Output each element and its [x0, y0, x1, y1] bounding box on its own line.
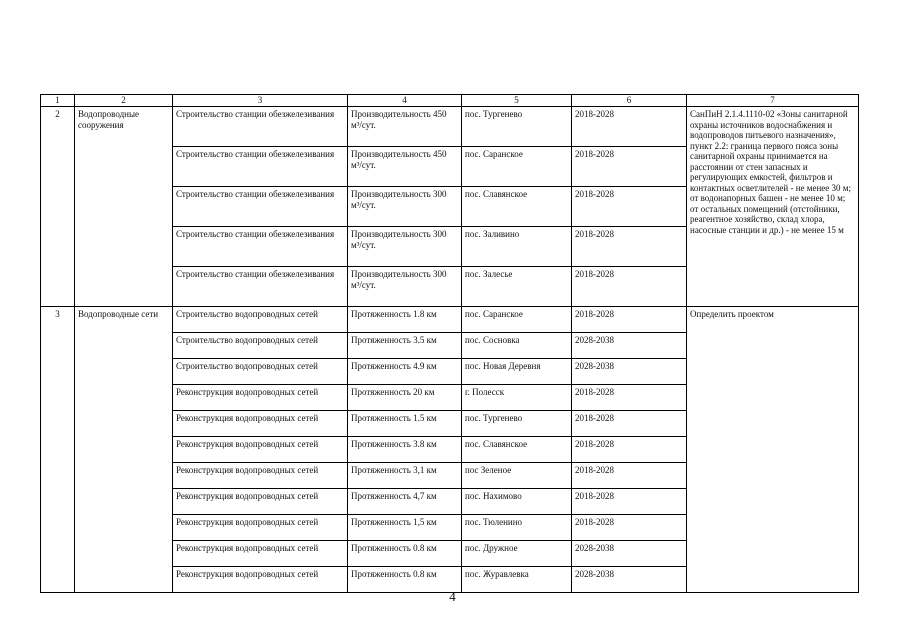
header-cell: 2: [75, 95, 173, 107]
location-cell: г. Полесск: [462, 385, 572, 411]
note-cell: Определить проектом: [687, 307, 859, 593]
period-cell: 2018-2028: [572, 227, 687, 267]
parameter-cell: Протяженность 3,1 км: [348, 463, 462, 489]
header-row: [41, 95, 859, 107]
header-cell: 3: [173, 95, 348, 107]
work-cell: Реконструкция водопроводных сетей: [173, 411, 348, 437]
location-cell: пос. Тургенево: [462, 107, 572, 147]
parameter-cell: Производительность 450 м³/сут.: [348, 107, 462, 147]
header-cell: 1: [41, 95, 75, 107]
header-cell: 7: [687, 95, 859, 107]
location-cell: пос. Славянское: [462, 187, 572, 227]
parameter-cell: Производительность 300 м³/сут.: [348, 227, 462, 267]
work-cell: Строительство станции обезжелезивания: [173, 107, 348, 147]
work-cell: Реконструкция водопроводных сетей: [173, 463, 348, 489]
work-cell: Реконструкция водопроводных сетей: [173, 541, 348, 567]
location-cell: пос. Славянское: [462, 437, 572, 463]
parameter-cell: Протяженность 1,5 км: [348, 515, 462, 541]
period-cell: 2018-2028: [572, 267, 687, 307]
period-cell: 2018-2028: [572, 489, 687, 515]
work-cell: Строительство водопроводных сетей: [173, 307, 348, 333]
location-cell: пос Зеленое: [462, 463, 572, 489]
row-number-cell: 3: [41, 307, 75, 593]
work-cell: Реконструкция водопроводных сетей: [173, 437, 348, 463]
work-cell: Реконструкция водопроводных сетей: [173, 515, 348, 541]
location-cell: пос. Журавлевка: [462, 567, 572, 593]
location-cell: пос. Сосновка: [462, 333, 572, 359]
row-number-cell: 2: [41, 107, 75, 307]
work-cell: Строительство водопроводных сетей: [173, 333, 348, 359]
location-cell: пос. Залесье: [462, 267, 572, 307]
location-cell: пос. Тургенево: [462, 411, 572, 437]
table-row: [41, 307, 859, 333]
measures-table: [40, 94, 859, 593]
period-cell: 2028-2038: [572, 333, 687, 359]
location-cell: пос. Дружное: [462, 541, 572, 567]
period-cell: 2018-2028: [572, 463, 687, 489]
object-name-cell: Водопроводные сети: [75, 307, 173, 593]
work-cell: Реконструкция водопроводных сетей: [173, 567, 348, 593]
parameter-cell: Протяженность 1.8 км: [348, 307, 462, 333]
parameter-cell: Протяженность 3.8 км: [348, 437, 462, 463]
period-cell: 2018-2028: [572, 437, 687, 463]
work-cell: Строительство водопроводных сетей: [173, 359, 348, 385]
work-cell: Строительство станции обезжелезивания: [173, 147, 348, 187]
location-cell: пос. Саранское: [462, 307, 572, 333]
parameter-cell: Протяженность 0.8 км: [348, 541, 462, 567]
work-cell: Реконструкция водопроводных сетей: [173, 385, 348, 411]
header-cell: 4: [348, 95, 462, 107]
period-cell: 2018-2028: [572, 107, 687, 147]
parameter-cell: Производительность 300 м³/сут.: [348, 187, 462, 227]
table-row: [41, 107, 859, 147]
header-cell: 5: [462, 95, 572, 107]
period-cell: 2028-2038: [572, 567, 687, 593]
location-cell: пос. Новая Деревня: [462, 359, 572, 385]
location-cell: пос. Заливино: [462, 227, 572, 267]
parameter-cell: Протяженность 0.8 км: [348, 567, 462, 593]
period-cell: 2028-2038: [572, 359, 687, 385]
parameter-cell: Производительность 450 м³/сут.: [348, 147, 462, 187]
location-cell: пос. Нахимово: [462, 489, 572, 515]
note-cell: СанПиН 2.1.4.1110-02 «Зоны санитарной охраны источников водоснабжения и водопроводов питьевого назначения», пункт 2.2: граница первого пояса зоны санитарной охраны принимается на расстоянии от стен запасных и регулирующих емкостей, фильтров и контактных осветлителей - не менее 30 м; от водонапорных башен - не менее 10 м; от остальных помещений (отстойники, реагентное хозяйство, склад хлора, насосные станции и др.) - не менее 15 м: [687, 107, 859, 307]
period-cell: 2018-2028: [572, 411, 687, 437]
period-cell: 2018-2028: [572, 307, 687, 333]
period-cell: 2018-2028: [572, 385, 687, 411]
parameter-cell: Производительность 300 м³/сут.: [348, 267, 462, 307]
work-cell: Реконструкция водопроводных сетей: [173, 489, 348, 515]
location-cell: пос. Саранское: [462, 147, 572, 187]
period-cell: 2018-2028: [572, 147, 687, 187]
period-cell: 2018-2028: [572, 515, 687, 541]
header-cell: 6: [572, 95, 687, 107]
parameter-cell: Протяженность 4.9 км: [348, 359, 462, 385]
object-name-cell: Водопроводные сооружения: [75, 107, 173, 307]
page-number: 4: [449, 589, 456, 604]
period-cell: 2028-2038: [572, 541, 687, 567]
parameter-cell: Протяженность 20 км: [348, 385, 462, 411]
parameter-cell: Протяженность 3.5 км: [348, 333, 462, 359]
work-cell: Строительство станции обезжелезивания: [173, 187, 348, 227]
parameter-cell: Протяженность 4,7 км: [348, 489, 462, 515]
work-cell: Строительство станции обезжелезивания: [173, 227, 348, 267]
period-cell: 2018-2028: [572, 187, 687, 227]
work-cell: Строительство станции обезжелезивания: [173, 267, 348, 307]
parameter-cell: Протяженность 1.5 км: [348, 411, 462, 437]
location-cell: пос. Тюленино: [462, 515, 572, 541]
